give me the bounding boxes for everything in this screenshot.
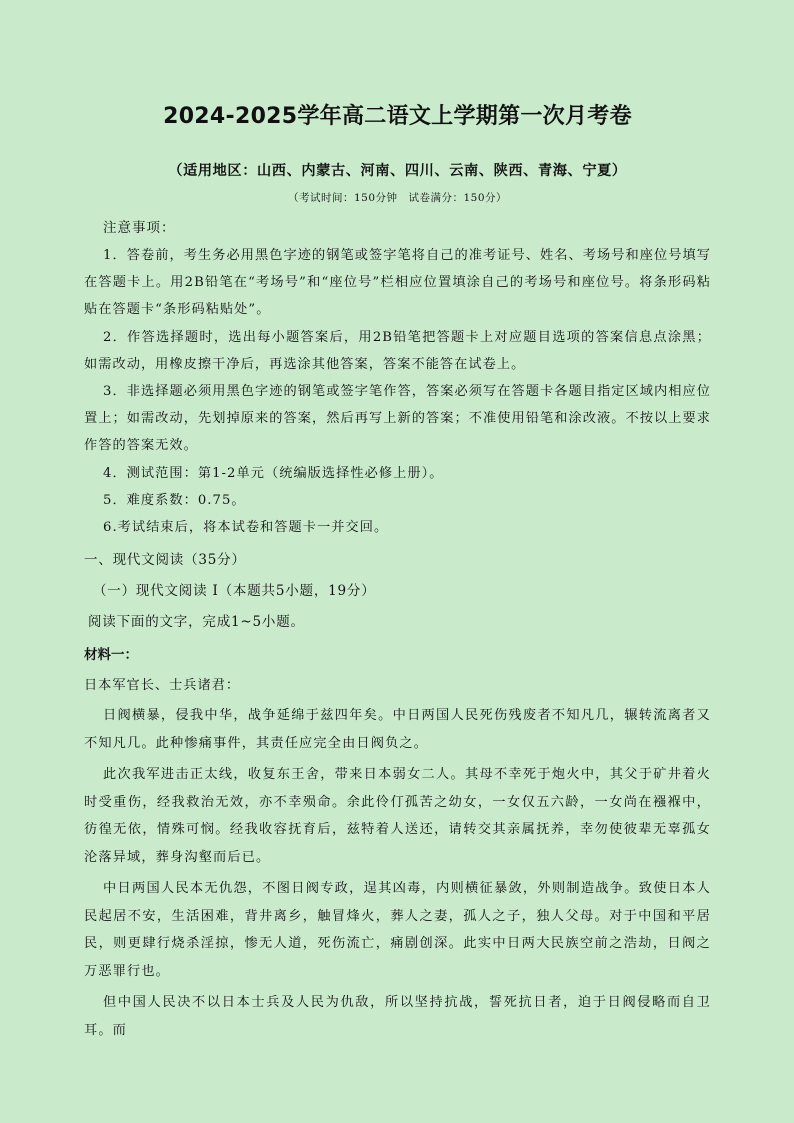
material-label: 材料一： bbox=[84, 647, 138, 664]
notice-item-4: 4．测试范围：第1-2单元（统编版选择性必修上册）。 bbox=[103, 465, 444, 481]
notice-heading: 注意事项： bbox=[103, 220, 176, 236]
notice-item-5: 5．难度系数：0.75。 bbox=[103, 492, 246, 508]
notice-item-2: 2．作答选择题时，选出每小题答案后，用2B铅笔把答题卡上对应题目选项的答案信息点涂黑；如需改动，用橡皮擦干净后，再选涂其他答案，答案不能答在试卷上。 bbox=[84, 329, 711, 372]
notice-list bbox=[84, 242, 711, 541]
sub-section-heading: （一）现代文阅读 I（本题共5小题，19分） bbox=[93, 583, 376, 600]
notice-item-6: 6.考试结束后，将本试卷和答题卡一并交回。 bbox=[103, 520, 389, 536]
applicable-regions: （适用地区：山西、内蒙古、河南、四川、云南、陕西、青海、宁夏） bbox=[168, 163, 627, 179]
notice-item-1: 1．答卷前，考生务必用黑色字迹的钢笔或签字笔将自己的准考证号、姓名、考场号和座位号填写在答题卡上。用2B铅笔在“考场号”和“座位号”栏相应位置填涂自己的考场号和座位号。将条形码粘贴在答题卡“条形码粘贴处”。 bbox=[84, 248, 711, 318]
body-paragraph: 但中国人民决不以日本士兵及人民为仇敌，所以坚持抗战，誓死抗日者，迫于日阀侵略而自卫耳。而 bbox=[84, 995, 711, 1038]
reading-instruction: 阅读下面的文字，完成1~5小题。 bbox=[88, 614, 305, 631]
body-paragraph: 日阀横暴，侵我中华，战争延绵于兹四年矣。中日两国人民死伤残废者不知凡几，辗转流离者又不知凡几。此种惨痛事件，其责任应完全由日阀负之。 bbox=[84, 708, 711, 751]
exam-title: 2024-2025学年高二语文上学期第一次月考卷 bbox=[163, 104, 632, 129]
letter-body bbox=[84, 702, 711, 1044]
letter-salutation: 日本军官长、士兵诸君： bbox=[84, 678, 241, 694]
exam-time-score-info: （考试时间：150分钟 试卷满分：150分） bbox=[287, 192, 508, 204]
body-paragraph: 中日两国人民本无仇怨，不图日阀专政，逞其凶毒，内则横征暴敛，外则制造战争。致使日本人民起居不安，生活困难，背井离乡，触冒烽火，葬人之妻，孤人之子，独人父母。对于中国和平居民，则更肆行烧杀淫掠，惨无人道，死伤流亡，痛剧创深。此实中日两大民族空前之浩劫，日阀之万恶罪行也。 bbox=[84, 881, 711, 979]
notice-item-3: 3．非选择题必须用黑色字迹的钢笔或签字笔作答，答案必须写在答题卡各题目指定区域内相应位置上；如需改动，先划掉原来的答案，然后再写上新的答案；不准使用铅笔和涂改液。不按以上要求作答的答案无效。 bbox=[84, 384, 711, 454]
section-heading: 一、现代文阅读（35分） bbox=[84, 552, 246, 569]
body-paragraph: 此次我军进击正太线，收复东王舍，带来日本弱女二人。其母不幸死于炮火中，其父于矿井着火时受重伤，经我救治无效，亦不幸殒命。余此伶仃孤苦之幼女，一女仅五六龄，一女尚在襁褓中，彷徨无依，情殊可悯。经我收容抚育后，兹特着人送还，请转交其亲属抚养，幸勿使彼辈无辜孤女沦落异域，葬身沟壑而后已。 bbox=[84, 767, 711, 865]
